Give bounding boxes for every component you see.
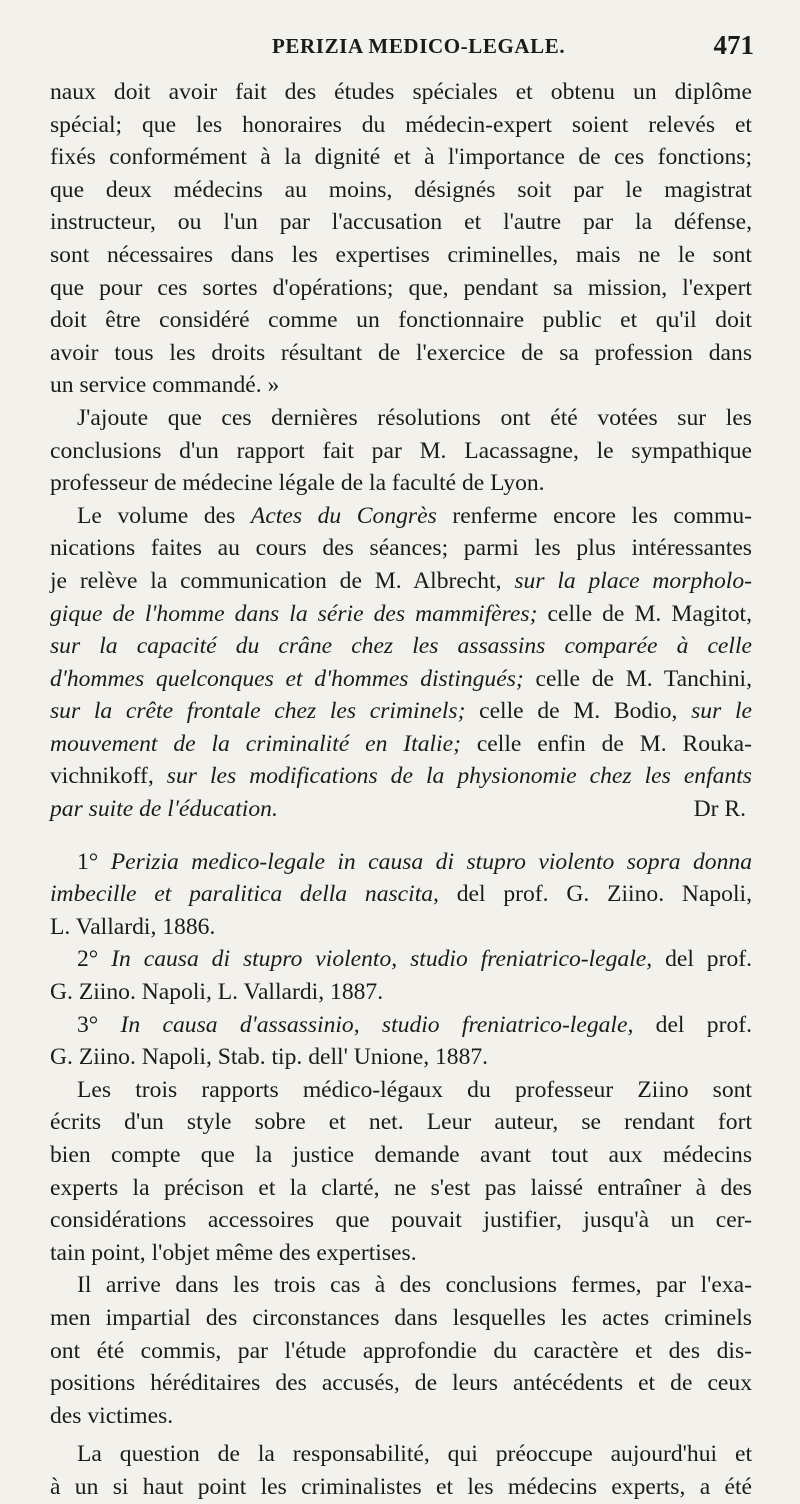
text-line: imbecille et paralitica della nascita, del prof. G. Ziino. Napoli,: [50, 881, 752, 908]
text-line: à un si haut point les criminalistes et les médecins experts, a été: [50, 1473, 752, 1500]
text-line: ont été commis, par l'étude approfondie du caractère et des dis-: [50, 1337, 752, 1364]
paragraph-resolutions: [50, 402, 752, 500]
text-line: mouvement de la criminalité en Italie; celle enfin de M. Rouka-: [50, 730, 752, 757]
body-text: [50, 76, 752, 1504]
text-line: L. Vallardi, 1886.: [50, 913, 216, 940]
text-line: bien compte que la justice demande avant tout aux médecins: [50, 1142, 752, 1168]
text-line: par suite de l'éducation. Dr R.: [50, 793, 752, 826]
text-line: écrits d'un style sobre et net. Leur auteur, se rendant fort: [50, 1109, 752, 1136]
text-line: Le volume des Actes du Congrès renferme encore les commu-: [77, 502, 752, 529]
text-line: gique de l'homme dans la série des mammifères; celle de M. Magitot,: [50, 600, 752, 627]
text-line: conclusions d'un rapport fait par M. Lacassagne, le sympathique: [50, 437, 752, 464]
paragraph-responsibility: [50, 1438, 752, 1503]
paragraph-reports: [50, 1074, 752, 1270]
text-line: men impartial des circonstances dans lesquelles les actes criminels: [50, 1304, 752, 1331]
text-line: positions héréditaires des accusés, de leurs antécédents et de ceux: [50, 1370, 752, 1397]
text-line: J'ajoute que ces dernières résolutions ont été votées sur les: [77, 404, 752, 431]
text-line: tain point, l'objet même des expertises.: [50, 1239, 417, 1266]
text-line: vichnikoff, sur les modifications de la physionomie chez les enfants: [50, 763, 752, 790]
text-line: naux doit avoir fait des études spéciales et obtenu un diplôme: [50, 79, 752, 105]
text-line: La question de la responsabilité, qui préoccupe aujourd'hui et: [77, 1441, 752, 1468]
text-line: sur la capacité du crâne chez les assassins comparée à celle: [50, 633, 752, 660]
text-line: des victimes.: [50, 1402, 174, 1429]
text-line: instructeur, ou l'un par l'accusation et l'autre par la défense,: [50, 209, 752, 236]
signature: Dr R.: [693, 796, 746, 823]
running-title: PERIZIA MEDICO-LEGALE.: [272, 34, 566, 58]
text-line: avoir tous les droits résultant de l'exercice de sa profession dans: [50, 339, 752, 366]
text-line: sont nécessaires dans les expertises criminelles, mais ne le sont: [50, 241, 752, 268]
paragraph-congress-volume: [50, 500, 752, 826]
text-line: un service commandé. »: [50, 372, 280, 399]
reference-list: [50, 846, 752, 1074]
paragraph-quote-end: [50, 76, 752, 402]
page-header: [0, 30, 800, 74]
text-line: fixés conformément à la dignité et à l'importance de ces fonctions;: [50, 144, 752, 171]
paragraph-conclusions: [50, 1269, 752, 1432]
text-line: Les trois rapports médico-légaux du professeur Ziino sont: [77, 1076, 752, 1103]
reference-item: 3° In causa d'assassinio, studio freniatrico-legale, del prof.: [77, 1011, 752, 1038]
page-number: 471: [713, 30, 754, 60]
text-line: professeur de médecine légale de la faculté de Lyon.: [50, 470, 545, 497]
text-line: doit être considéré comme un fonctionnaire public et qu'il doit: [50, 307, 752, 334]
reference-item: 2° In causa di stupro violento, studio freniatrico-legale, del prof.: [77, 946, 753, 973]
text-line: sur la crête frontale chez les criminels; celle de M. Bodio, sur le: [50, 698, 752, 725]
italic-title: Actes du Congrès: [250, 502, 437, 529]
text-line: spécial; que les honoraires du médecin-expert soient relevés et: [50, 111, 752, 138]
text-line: que deux médecins au moins, désignés soit par le magistrat: [50, 176, 752, 203]
text-line: Il arrive dans les trois cas à des conclusions fermes, par l'exa-: [77, 1272, 752, 1299]
text-line: que pour ces sortes d'opérations; que, pendant sa mission, l'expert: [50, 274, 752, 301]
text-line: d'hommes quelconques et d'hommes distingués; celle de M. Tanchini,: [50, 665, 753, 692]
text-line: G. Ziino. Napoli, L. Vallardi, 1887.: [50, 979, 384, 1006]
text-line: considérations accessoires que pouvait justifier, jusqu'à un cer-: [50, 1207, 752, 1234]
text-line: nications faites au cours des séances; parmi les plus intéressantes: [50, 535, 752, 562]
text-line: experts la précison et la clarté, ne s'est pas laissé entraîner à des: [50, 1174, 752, 1201]
text-line: je relève la communication de M. Albrecht, sur la place morpholo-: [50, 567, 752, 594]
reference-item: 1° Perizia medico-legale in causa di stupro violento sopra donna: [77, 848, 752, 875]
text-line: G. Ziino. Napoli, Stab. tip. dell' Unione, 1887.: [50, 1044, 489, 1071]
